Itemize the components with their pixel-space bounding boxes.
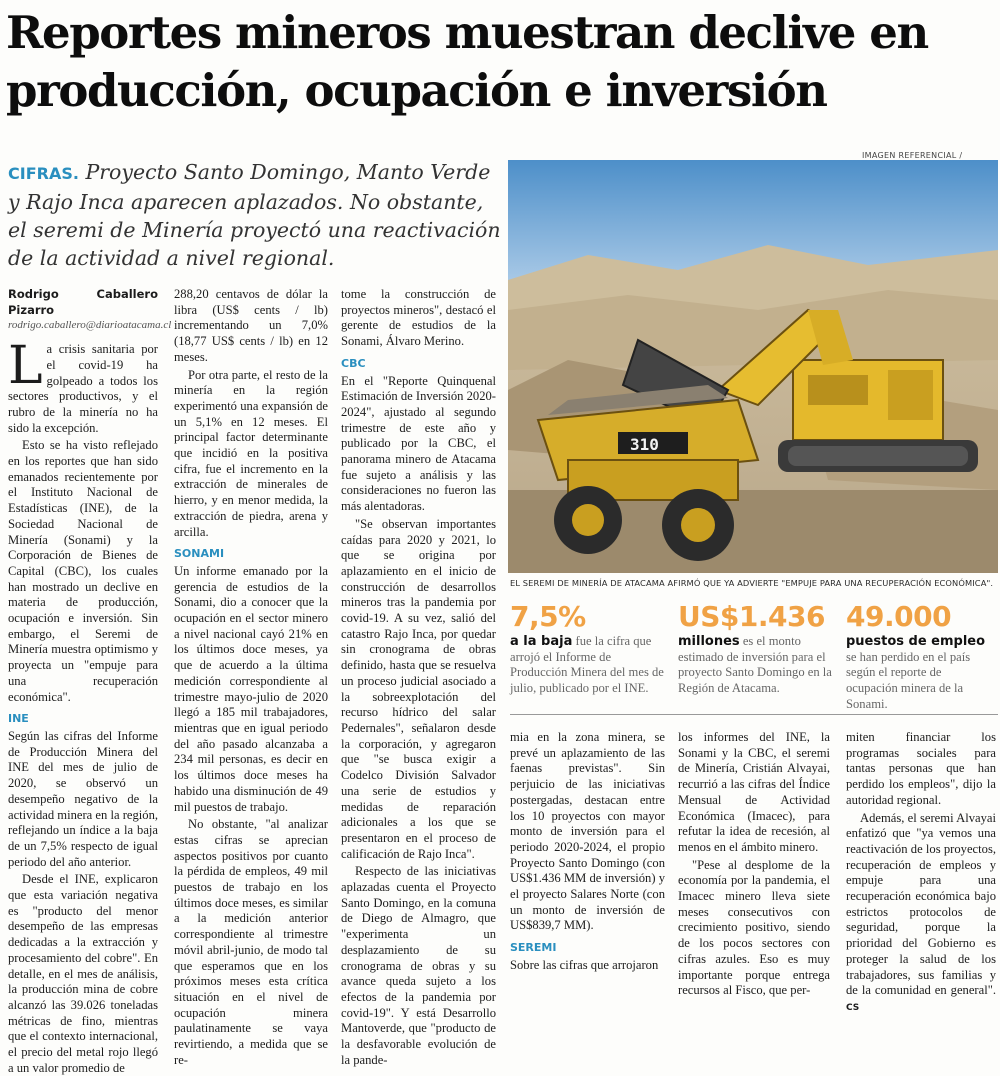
- article-column-1: [8, 287, 172, 1075]
- truck-number-label: 310: [630, 435, 659, 454]
- paragraph: Desde el INE, explicaron que esta variación negativa es "producto del menor desempeño de las empresas dedicadas a la extracción y procesamiento del cobre". En detalle, en el mes de análisis, la producción mina de cobre alcanzó las 39.026 toneladas métricas de fino, mientras que el contexto internacional, el precio del metal rojo llegó a un valor promedio de: [8, 872, 158, 1075]
- paragraph-text: Además, el seremi Alvayai enfatizó que "ya vemos una reactivación de los proyectos, recuperación de empleos y empuje para una recuperación económica bajo estrictos protocolos de seguridad, porque la prioridad del Gobierno es proteger la salud de los trabajadores, sus familias y de la comunidad en general".: [846, 810, 996, 998]
- end-mark: CS: [846, 1002, 860, 1013]
- stat-lead: a la baja: [510, 634, 573, 649]
- deck-text: Proyecto Santo Domingo, Manto Verde y Rajo Inca aparecen aplazados. No obstante, el seremi de Minería proyectó una reactivación de la actividad a nivel regional.: [8, 160, 501, 270]
- paragraph: Sobre las cifras que arrojaron: [510, 957, 659, 972]
- paragraph: Un informe emanado por la gerencia de estudios de la Sonami, dio a conocer que la ocupación en el sector minero a nivel nacional cayó 21% en los últimos doce meses, ya que de acuerdo a la última medición correspondiente al trimestre mayo-julio de 2020 llegó a 185 mil trabajadores, mientras que en igual periodo del año pasado alcanzaba a 234 mil personas, es decir en los últimos doce meses ha habido una disminución de 49 mil puestos de trabajo.: [174, 563, 328, 814]
- mining-scene-illustration: [508, 160, 998, 573]
- divider: [510, 714, 998, 715]
- paragraph: "Se observan importantes caídas para 2020 y 2021, lo que se origina por aplazamiento en el inicio de construcción de desarrollos mineros tras la pandemia por covid-19. A su vez, salió del catastro Rajo Inca, por quedar sin cronograma de obras definido, hasta que se resuelva un proceso judicial asociado a la sobreexplotación del recurso hídrico del salar Pedernales", señalaron desde la corporación, y agregaron que "se busca exigir a Codelco División Salvador una serie de estudios y medidas de reparación adicionales a los que se presentaron en el proceso de calificación de Rajo Inca".: [341, 516, 496, 861]
- paragraph: 288,20 centavos de dólar la libra (US$ cents / lb) incrementando un 7,0% (18,77 US$ cents / lb) en 12 meses.: [174, 287, 328, 364]
- photo-credit: IMAGEN REFERENCIAL /: [862, 151, 963, 160]
- dropcap: L: [8, 336, 43, 397]
- paragraph: Por otra parte, el resto de la minería en la región experimentó una expansión de un 5,1% en 12 meses. El principal factor determinante que incidió en la positiva cifra, fue el incremento en la extracción de minerales de hierro, y en menor medida, la extracción de piedra, arena y arcilla.: [174, 367, 328, 539]
- byline-author: Rodrigo Caballero Pizarro: [8, 287, 158, 317]
- lead-text: a crisis sanitaria por el covid-19 ha golpeado a todos los sectores productivos, y el rubro de la minería no ha sido la excepción.: [8, 342, 158, 435]
- byline-email: rodrigo.caballero@diarioatacama.cl: [8, 319, 172, 332]
- stat-text: fue la cifra que arrojó el Informe de Producción Minera del mes de julio, publicado por el INE.: [510, 634, 664, 696]
- photo-caption: EL SEREMI DE MINERÍA DE ATACAMA AFIRMÓ QUE YA ADVIERTE "EMPUJE PARA UNA RECUPERACIÓN ECONÓMICA".: [510, 578, 994, 588]
- deck-kicker: CIFRAS.: [8, 164, 79, 183]
- stat-text: se han perdido en el país según el reporte de ocupación minera de la Sonami.: [846, 649, 971, 711]
- stat-value: 49.000: [846, 600, 952, 633]
- paragraph: mia en la zona minera, se prevé un aplazamiento de las faenas previstas". Sin perjuicio de las iniciativas postergadas, destacan entre los 10 proyectos con mayor monto de inversión para el periodo 2020-2024, el propio Proyecto Santo Domingo (con US$1.436 MM de inversión) y el proyecto Salares Norte (con un monto de inversión de US$839,7 MM).: [510, 730, 665, 933]
- paragraph: Respecto de las iniciativas aplazadas cuenta el Proyecto Santo Domingo, en la comuna de Diego de Almagro, que "experimenta un desplazamiento de su cronograma de obras y su avance queda sujeto a los efectos de la pandemia por covid-19". Y está Desarrollo Mantoverde, que "producto de la desfavorable evolución de la pande-: [341, 864, 496, 1067]
- lead-paragraph: [8, 336, 158, 436]
- mining-photo: [508, 160, 998, 573]
- paragraph: En el "Reporte Quinquenal Estimación de Inversión 2020-2024", ajustado al segundo trimestre de este año y publicado por la CBC, el panorama minero de Atacama fue sujeto a análisis y las consideraciones no fueron las más alentadoras.: [341, 373, 496, 514]
- article-column-4: [510, 730, 665, 972]
- article-column-2: [174, 287, 328, 1067]
- paragraph: "Pese al desplome de la economía por la pandemia, el Imacec minero lleva siete meses consecutivos con crecimiento positivo, siendo de los pocos sectores con cifras azules. Eso es muy importante porque entrega recursos al Fisco, que per-: [678, 857, 830, 998]
- stat-lead: puestos de empleo: [846, 634, 986, 649]
- article-column-3: [341, 287, 496, 1067]
- paragraph: miten financiar los programas sociales para tantas personas que han perdido los empleos", dijo la autoridad regional.: [846, 730, 996, 807]
- stat-value: US$1.436: [678, 600, 825, 633]
- headline: Reportes mineros muestran declive en producción, ocupación e inversión: [6, 6, 928, 117]
- section-heading-sonami: SONAMI: [174, 547, 225, 561]
- stat-text: es el monto estimado de inversión para el proyecto Santo Domingo en la Región de Atacama.: [678, 634, 832, 696]
- stat-box-3: [846, 600, 996, 713]
- section-heading-seremi: SEREMI: [510, 941, 557, 955]
- paragraph: Esto se ha visto reflejado en los reportes que han sido emanados recientemente por el Instituto Nacional de Estadísticas (INE), de la Sociedad Nacional de Minería (Sonami) y la Corporación de Bienes de Capital (CBC), los cuales han mostrado un declive en materia de producción, ocupación e inversión. Sin embargo, el Seremi de Minería muestra optimismo y proyecta un "empuje para una recuperación económica".: [8, 438, 158, 704]
- section-heading-cbc: CBC: [341, 356, 366, 370]
- paragraph: los informes del INE, la Sonami y la CBC, el seremi de Minería, Cristián Alvayai, recurrió a las cifras del Índice Mensual de Actividad Económica (Imacec), para refutar la idea de recesión, al menos en el ámbito minero.: [678, 730, 830, 854]
- stat-value: 7,5%: [510, 600, 586, 633]
- section-heading-ine: INE: [8, 712, 29, 726]
- stat-box-1: [510, 600, 670, 697]
- stat-lead: millones: [678, 634, 740, 649]
- paragraph: tome la construcción de proyectos mineros", destacó el gerente de estudios de la Sonami, Álvaro Merino.: [341, 287, 496, 349]
- paragraph: No obstante, "al analizar estas cifras se aprecian aspectos positivos por cuanto la pérdida de empleos, 49 mil puestos de trabajo en los últimos doce meses, es similar a la medición anterior correspondiente al trimestre móvil abril-junio, de modo tal que esperamos que en los próximos meses esta crítica situación en el nivel de ocupación minera paulatinamente se vaya revirtiendo, a medida que se re-: [174, 817, 328, 1067]
- paragraph: [846, 811, 996, 1017]
- article-column-6: [846, 730, 996, 1013]
- paragraph: Según las cifras del Informe de Producción Minera del INE del mes de julio de 2020, se observó un desempeño negativo de la actividad minera en la región, reflejando un índice a la baja de un 7,5% respecto de igual periodo del año anterior.: [8, 728, 159, 869]
- stat-box-2: [678, 600, 838, 697]
- article-column-5: [678, 730, 830, 998]
- deck: [8, 158, 508, 272]
